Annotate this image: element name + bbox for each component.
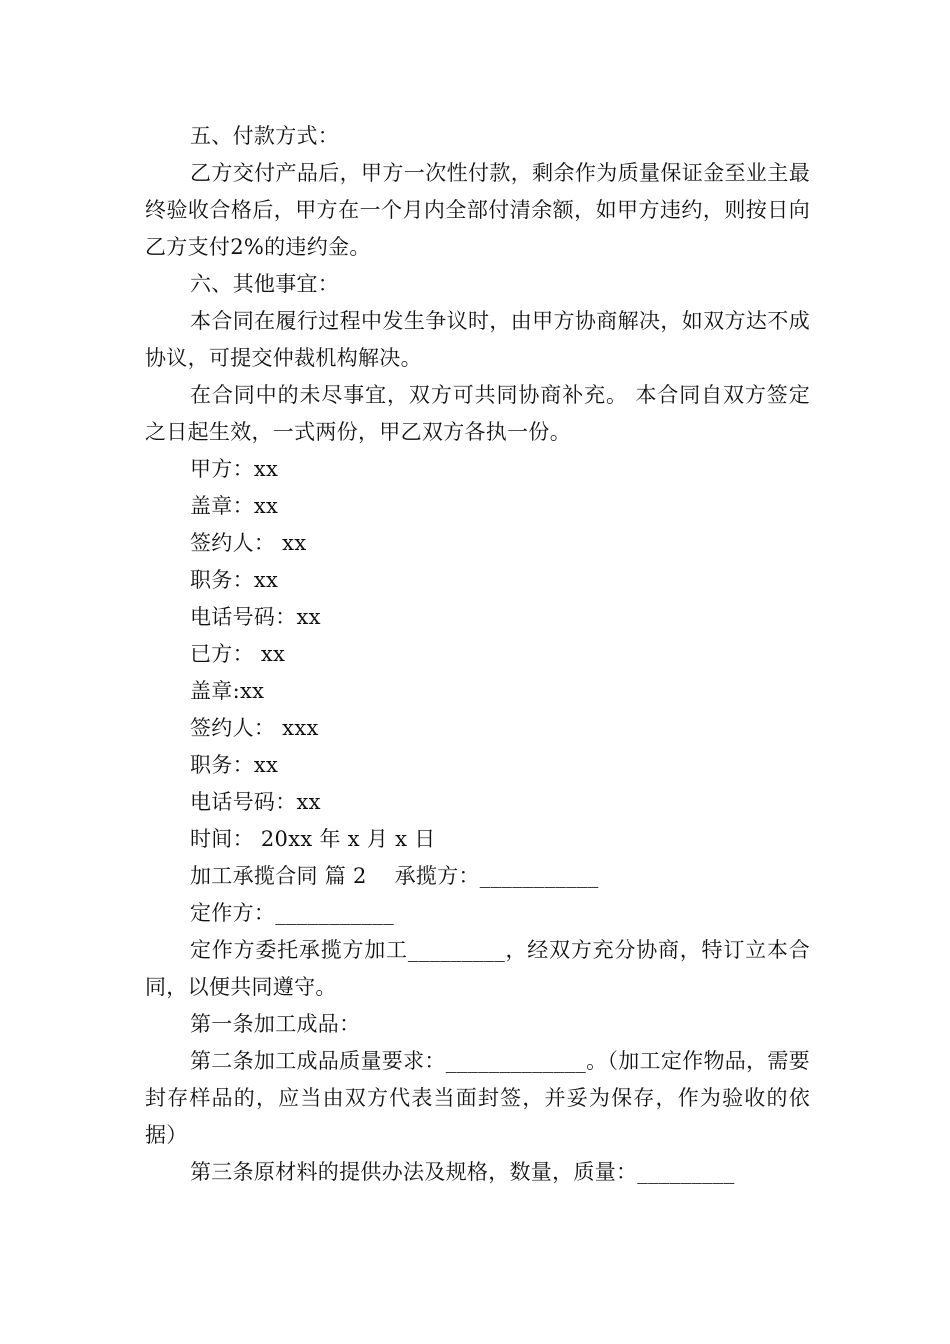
party-b-signatory: 签约人： xxx: [190, 716, 319, 740]
article-2-quality-requirements: 第二条加工成品质量要求：_____________。（加工定作物品，需要封存样品的，应当由双方代表当面封签，并妥为保存，作为验收的依据）: [145, 1049, 810, 1147]
party-a-seal: 盖章：xx: [190, 494, 279, 518]
ordering-party-line: 定作方：___________: [190, 901, 394, 925]
document-body: [145, 118, 810, 1191]
paragraph-dispute-resolution: 本合同在履行过程中发生争议时，由甲方协商解决，如双方达不成协议，可提交仲裁机构解决。: [145, 309, 810, 370]
signing-date: 时间： 20xx 年 x 月 x 日: [190, 827, 436, 851]
paragraph-commission: 定作方委托承揽方加工_________，经双方充分协商，特订立本合同，以便共同遵守。: [145, 938, 810, 999]
party-a-phone: 电话号码：xx: [190, 605, 321, 629]
article-3-raw-materials: 第三条原材料的提供办法及规格，数量，质量：_________: [190, 1160, 735, 1184]
paragraph-supplementary-terms: 在合同中的未尽事宜，双方可共同协商补充。 本合同自双方签定之日起生效，一式两份，甲乙双方各执一份。: [145, 383, 810, 444]
party-b-seal: 盖章:xx: [190, 679, 265, 703]
party-b-name: 已方： xx: [190, 642, 286, 666]
party-b-position: 职务：xx: [190, 753, 279, 777]
party-a-position: 职务：xx: [190, 568, 279, 592]
contract-2-heading: 加工承揽合同 篇 2 承揽方：___________: [190, 864, 599, 888]
section-heading-payment: 五、付款方式：: [190, 124, 340, 148]
party-b-phone: 电话号码：xx: [190, 790, 321, 814]
party-a-signatory: 签约人： xx: [190, 531, 307, 555]
section-heading-other-matters: 六、其他事宜：: [190, 272, 340, 296]
article-1-finished-product: 第一条加工成品：: [190, 1012, 361, 1036]
party-a-name: 甲方：xx: [190, 457, 279, 481]
paragraph-payment-terms: 乙方交付产品后，甲方一次性付款，剩余作为质量保证金至业主最终验收合格后，甲方在一个月内全部付清余额，如甲方违约，则按日向乙方支付2%的违约金。: [145, 161, 810, 259]
